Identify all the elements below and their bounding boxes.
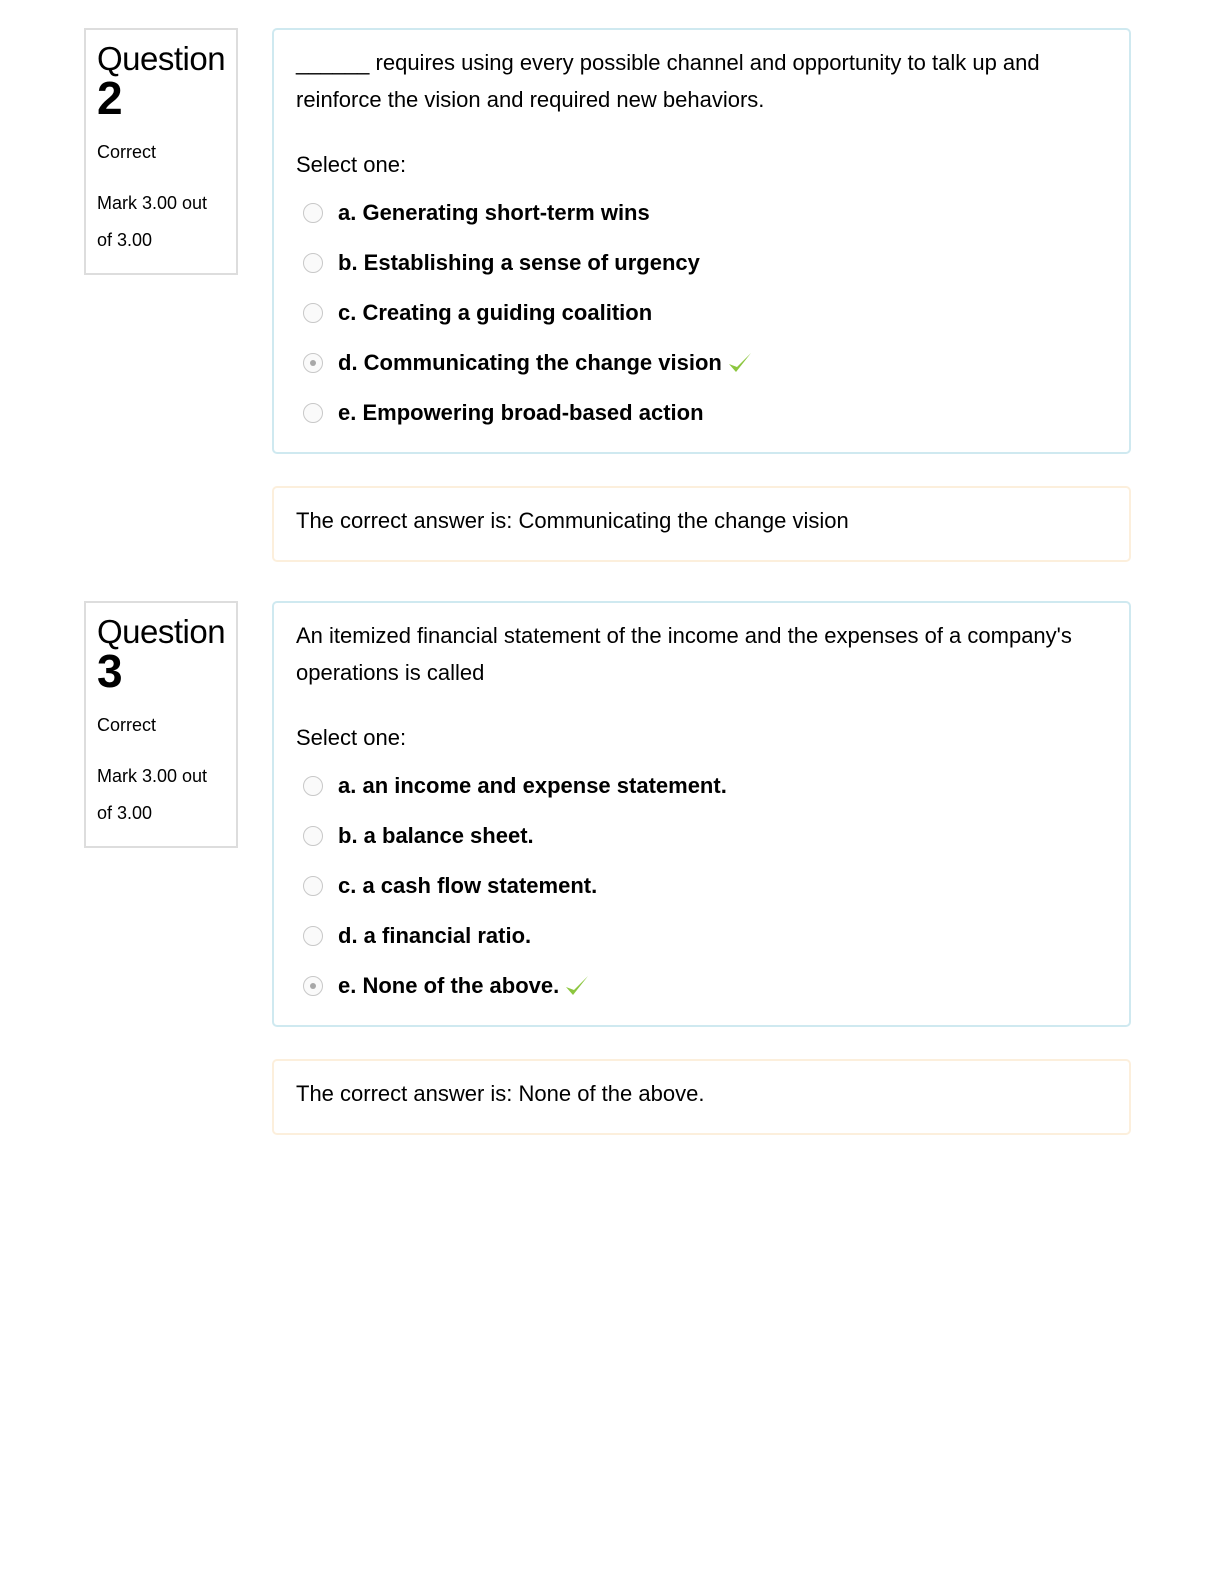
- question-text: ______ requires using every possible channel and opportunity to talk up and reinforce the vision and required new behaviors.: [296, 50, 1040, 112]
- option-label: c. Creating a guiding coalition: [338, 300, 653, 325]
- radio-icon[interactable]: [303, 403, 323, 423]
- question-state: Correct: [97, 142, 157, 162]
- select-prompt: Select one:: [296, 152, 407, 177]
- radio-icon[interactable]: [303, 303, 323, 323]
- option-label: d. a financial ratio.: [338, 923, 532, 948]
- check-icon: [563, 972, 591, 1000]
- answer-option[interactable]: [296, 288, 1107, 338]
- radio-icon[interactable]: [303, 876, 323, 896]
- radio-icon[interactable]: [303, 826, 323, 846]
- radio-icon[interactable]: [303, 976, 323, 996]
- answer-option[interactable]: [296, 761, 1107, 811]
- option-label: a. Generating short-term wins: [338, 200, 650, 225]
- select-prompt: Select one:: [296, 725, 407, 750]
- question-number: 2: [97, 72, 123, 124]
- option-label: b. a balance sheet.: [338, 823, 534, 848]
- answer-option-selected[interactable]: [296, 338, 1107, 388]
- radio-icon[interactable]: [303, 353, 323, 373]
- answer-option[interactable]: [296, 911, 1107, 961]
- answer-option[interactable]: [296, 861, 1107, 911]
- radio-icon[interactable]: [303, 926, 323, 946]
- right-answer-feedback: The correct answer is: Communicating the change vision: [272, 486, 1131, 562]
- question-text: An itemized financial statement of the income and the expenses of a company's operations is called: [296, 623, 1072, 685]
- option-label: d. Communicating the change vision: [338, 350, 722, 375]
- question-number: 3: [97, 645, 123, 697]
- check-icon: [726, 349, 754, 377]
- option-label: a. an income and expense statement.: [338, 773, 727, 798]
- question-info: [84, 601, 238, 848]
- question-state: Correct: [97, 715, 157, 735]
- radio-icon[interactable]: [303, 776, 323, 796]
- option-label: b. Establishing a sense of urgency: [338, 250, 700, 275]
- question-content: [272, 601, 1131, 1027]
- radio-icon[interactable]: [303, 203, 323, 223]
- question-content: [272, 28, 1131, 454]
- question-label: Question: [97, 40, 226, 77]
- question-grade: Mark 3.00 out of 3.00: [97, 193, 208, 250]
- option-label: e. Empowering broad-based action: [338, 400, 704, 425]
- right-answer-feedback: The correct answer is: None of the above.: [272, 1059, 1131, 1135]
- answer-option[interactable]: [296, 388, 1107, 438]
- answer-option-selected[interactable]: [296, 961, 1107, 1011]
- option-label: e. None of the above.: [338, 973, 560, 998]
- question-info: [84, 28, 238, 275]
- answer-option[interactable]: [296, 188, 1107, 238]
- answer-option[interactable]: [296, 811, 1107, 861]
- answer-option[interactable]: [296, 238, 1107, 288]
- radio-icon[interactable]: [303, 253, 323, 273]
- radio-dot: [310, 360, 316, 366]
- question-label: Question: [97, 613, 226, 650]
- question-grade: Mark 3.00 out of 3.00: [97, 766, 208, 823]
- radio-dot: [310, 983, 316, 989]
- option-label: c. a cash flow statement.: [338, 873, 598, 898]
